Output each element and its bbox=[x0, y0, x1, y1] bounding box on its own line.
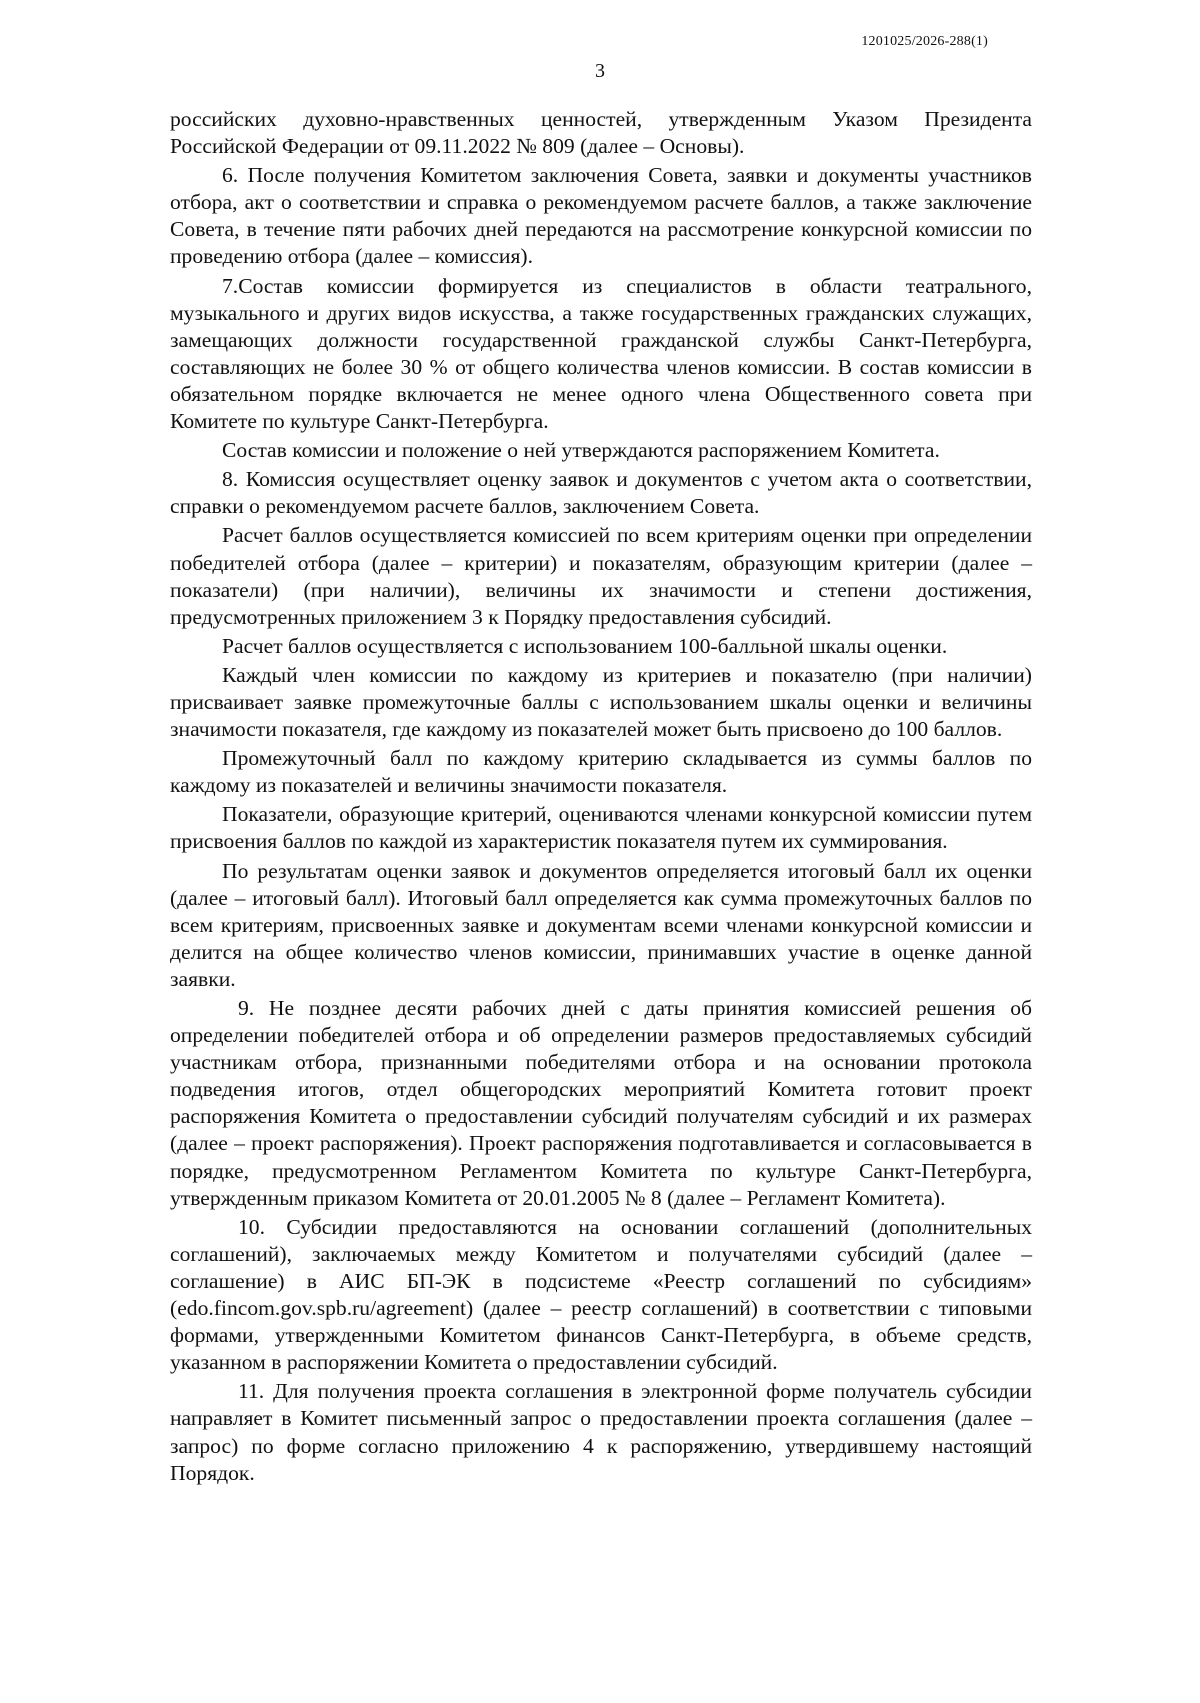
paragraph: Состав комиссии и положение о ней утверждаются распоряжением Комитета. bbox=[222, 438, 940, 463]
paragraph: 6. После получения Комитетом заключения Совета, заявки и документы участников отбора, акт о соответствии и справка о рекомендуемом расчете баллов, а также заключение Совета, в течение пяти рабочих дней передаются на рассмотрение конкурсной комиссии по проведению отбора (далее – комиссия). bbox=[170, 163, 1032, 269]
document-body bbox=[170, 106, 1032, 1489]
paragraph: Промежуточный балл по каждому критерию складывается из суммы баллов по каждому из показателей и величины значимости показателя. bbox=[170, 746, 1032, 798]
paragraph: 7.Состав комиссии формируется из специалистов в области театрального, музыкального и других видов искусства, а также государственных гражданских служащих, замещающих должности государственной гражданской службы Санкт-Петербурга, составляющих не более 30 % от общего количества членов комиссии. В состав комиссии в обязательном порядке включается не менее одного члена Общественного совета при Комитете по культуре Санкт-Петербурга. bbox=[170, 273, 1032, 434]
paragraph: 11. Для получения проекта соглашения в электронной форме получатель субсидии направляет в Комитет письменный запрос о предоставлении проекта соглашения (далее – запрос) по форме согласно приложению 4 к распоряжению, утвердившему настоящий Порядок. bbox=[170, 1379, 1032, 1485]
paragraph: Расчет баллов осуществляется комиссией по всем критериям оценки при определении победителей отбора (далее – критерии) и показателям, образующим критерии (далее – показатели) (при наличии), величины их значимости и степени достижения, предусмотренных приложением 3 к Порядку предоставления субсидий. bbox=[170, 523, 1032, 629]
paragraph: 8. Комиссия осуществляет оценку заявок и документов с учетом акта о соответствии, справки о рекомендуемом расчете баллов, заключением Совета. bbox=[170, 467, 1032, 519]
paragraph: российских духовно-нравственных ценностей, утвержденным Указом Президента Российской Федерации от 09.11.2022 № 809 (далее – Основы). bbox=[170, 107, 1032, 159]
page-number: 3 bbox=[595, 60, 605, 82]
paragraph: По результатам оценки заявок и документов определяется итоговый балл их оценки (далее – итоговый балл). Итоговый балл определяется как сумма промежуточных баллов по всем критериям, присвоенных заявке и документам всеми членами конкурсной комиссии и делится на общее количество членов комиссии, принимавших участие в оценке данной заявки. bbox=[170, 858, 1032, 991]
paragraph: 9. Не позднее десяти рабочих дней с даты принятия комиссией решения об определении победителей отбора и об определении размеров предоставляемых субсидий участникам отбора, признанными победителями отбора и на основании протокола подведения итогов, отдел общегородских мероприятий Комитета готовит проект распоряжения Комитета о предоставлении субсидий получателям субсидий и их размерах (далее – проект распоряжения). Проект распоряжения подготавливается и согласовывается в порядке, предусмотренном Регламентом Комитета по культуре Санкт-Петербурга, утвержденным приказом Комитета от 20.01.2005 № 8 (далее – Регламент Комитета). bbox=[170, 996, 1032, 1210]
paragraph: 10. Субсидии предоставляются на основании соглашений (дополнительных соглашений), заключаемых между Комитетом и получателями субсидий (далее – соглашение) в АИС БП-ЭК в подсистеме «Реестр соглашений по субсидиям» (edo.fincom.gov.spb.ru/agreement) (далее – реестр соглашений) в соответствии с типовыми формами, утвержденными Комитетом финансов Санкт-Петербурга, в объеме средств, указанном в распоряжении Комитета о предоставлении субсидий. bbox=[170, 1214, 1032, 1375]
paragraph: Расчет баллов осуществляется с использованием 100-балльной шкалы оценки. bbox=[222, 633, 948, 658]
paragraph: Каждый член комиссии по каждому из критериев и показателю (при наличии) присваивает заявке промежуточные баллы с использованием шкалы оценки и величины значимости показателя, где каждому из показателей может быть присвоено до 100 баллов. bbox=[170, 662, 1032, 742]
paragraph: Показатели, образующие критерий, оцениваются членами конкурсной комиссии путем присвоения баллов по каждой из характеристик показателя путем их суммирования. bbox=[170, 802, 1032, 854]
document-number: 1201025/2026-288(1) bbox=[861, 34, 988, 49]
